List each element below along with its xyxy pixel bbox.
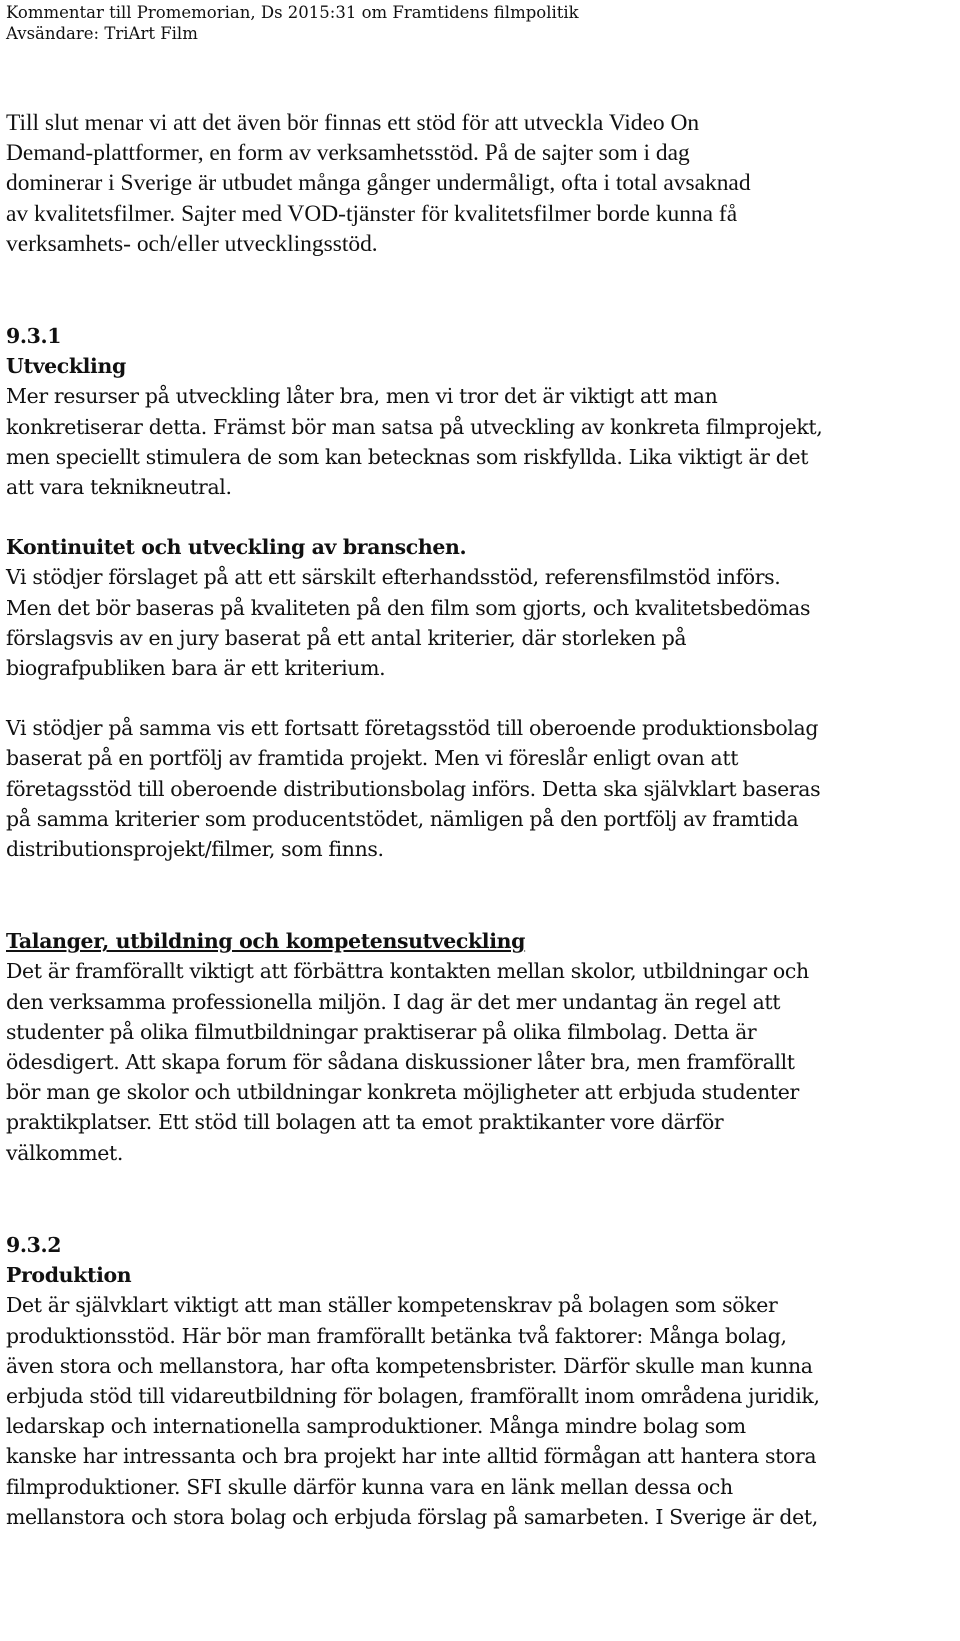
talent-paragraph — [6, 926, 956, 1168]
text-line: men speciellt stimulera de som kan betecknas som riskfyllda. Lika viktigt är det — [6, 444, 809, 469]
text-line: baserat på en portfölj av framtida projekt. Men vi föreslår enligt ovan att — [6, 746, 739, 771]
text-line: den verksamma professionella miljön. I dag är det mer undantag än regel att — [6, 989, 781, 1014]
text-line: studenter på olika filmutbildningar praktiserar på olika filmbolag. Detta är — [6, 1019, 757, 1044]
text-line: bör man ge skolor och utbildningar konkreta möjligheter att erbjuda studenter — [6, 1080, 799, 1105]
text-line: mellanstora och stora bolag och erbjuda förslag på samarbeten. I Sverige är det, — [6, 1504, 818, 1529]
text-line: Vi stödjer på samma vis ett fortsatt företagsstöd till oberoende produktionsbolag — [6, 716, 819, 741]
text-line: verksamhets- och/eller utvecklingsstöd. — [6, 230, 378, 257]
text-line: Det är framförallt viktigt att förbättra kontakten mellan skolor, utbildningar och — [6, 959, 809, 984]
section-932 — [6, 1230, 956, 1532]
text-line: Mer resurser på utveckling låter bra, men vi tror det är viktigt att man — [6, 384, 718, 409]
section-heading: Talanger, utbildning och kompetensutveckling — [6, 929, 526, 954]
text-line: dominerar i Sverige är utbudet många gånger undermåligt, ofta i total avsaknad — [6, 170, 751, 197]
text-line: kanske har intressanta och bra projekt har inte alltid förmågan att hantera stora — [6, 1444, 817, 1469]
section-number: 9.3.2 — [6, 1232, 62, 1257]
text-line: Demand-plattformer, en form av verksamhetsstöd. På de sajter som i dag — [6, 140, 690, 167]
continuity-paragraph — [6, 532, 956, 683]
text-line: Vi stödjer förslaget på att ett särskilt efterhandsstöd, referensfilmstöd införs. — [6, 565, 781, 590]
text-line: välkommet. — [6, 1140, 124, 1165]
text-line: ledarskap och internationella samproduktioner. Många mindre bolag som — [6, 1414, 746, 1439]
text-line: Det är självklart viktigt att man ställer kompetenskrav på bolagen som söker — [6, 1293, 778, 1318]
header-title: Kommentar till Promemorian, Ds 2015:31 om Framtidens filmpolitik — [6, 3, 579, 22]
text-line: att vara teknikneutral. — [6, 475, 232, 500]
text-line: Men det bör baseras på kvaliteten på den film som gjorts, och kvalitetsbedömas — [6, 595, 811, 620]
text-line: förslagsvis av en jury baserat på ett antal kriterier, där storleken på — [6, 625, 687, 650]
text-line: praktikplatser. Ett stöd till bolagen att ta emot praktikanter vore därför — [6, 1110, 724, 1135]
text-line: av kvalitetsfilmer. Sajter med VOD-tjänster för kvalitetsfilmer borde kunna få — [6, 200, 738, 227]
document-body — [6, 108, 956, 1532]
text-line: biografpubliken bara är ett kriterium. — [6, 656, 386, 681]
section-title: Utveckling — [6, 354, 126, 379]
document-header — [6, 2, 579, 44]
text-line: företagsstöd till oberoende distributionsbolag införs. Detta ska självklart baseras — [6, 776, 821, 801]
section-title: Produktion — [6, 1263, 132, 1288]
text-line: ödesdigert. Att skapa forum för sådana diskussioner låter bra, men framförallt — [6, 1050, 795, 1075]
text-line: erbjuda stöd till vidareutbildning för bolagen, framförallt inom områdena juridik, — [6, 1383, 820, 1408]
company-support-paragraph — [6, 713, 956, 864]
text-line: Till slut menar vi att det även bör finnas ett stöd för att utveckla Video On — [6, 110, 700, 136]
subsection-heading: Kontinuitet och utveckling av branschen. — [6, 535, 467, 560]
text-line: distributionsprojekt/filmer, som finns. — [6, 837, 384, 862]
text-line: filmproduktioner. SFI skulle därför kunna vara en länk mellan dessa och — [6, 1474, 733, 1499]
text-line: även stora och mellanstora, har ofta kompetensbrister. Därför skulle man kunna — [6, 1353, 813, 1378]
text-line: konkretiserar detta. Främst bör man satsa på utveckling av konkreta filmprojekt, — [6, 414, 823, 439]
intro-paragraph — [6, 108, 956, 259]
section-number: 9.3.1 — [6, 324, 62, 349]
text-line: på samma kriterier som producentstödet, nämligen på den portfölj av framtida — [6, 806, 799, 831]
text-line: produktionsstöd. Här bör man framförallt betänka två faktorer: Många bolag, — [6, 1323, 787, 1348]
section-931 — [6, 321, 956, 502]
header-sender: Avsändare: TriArt Film — [6, 24, 198, 43]
